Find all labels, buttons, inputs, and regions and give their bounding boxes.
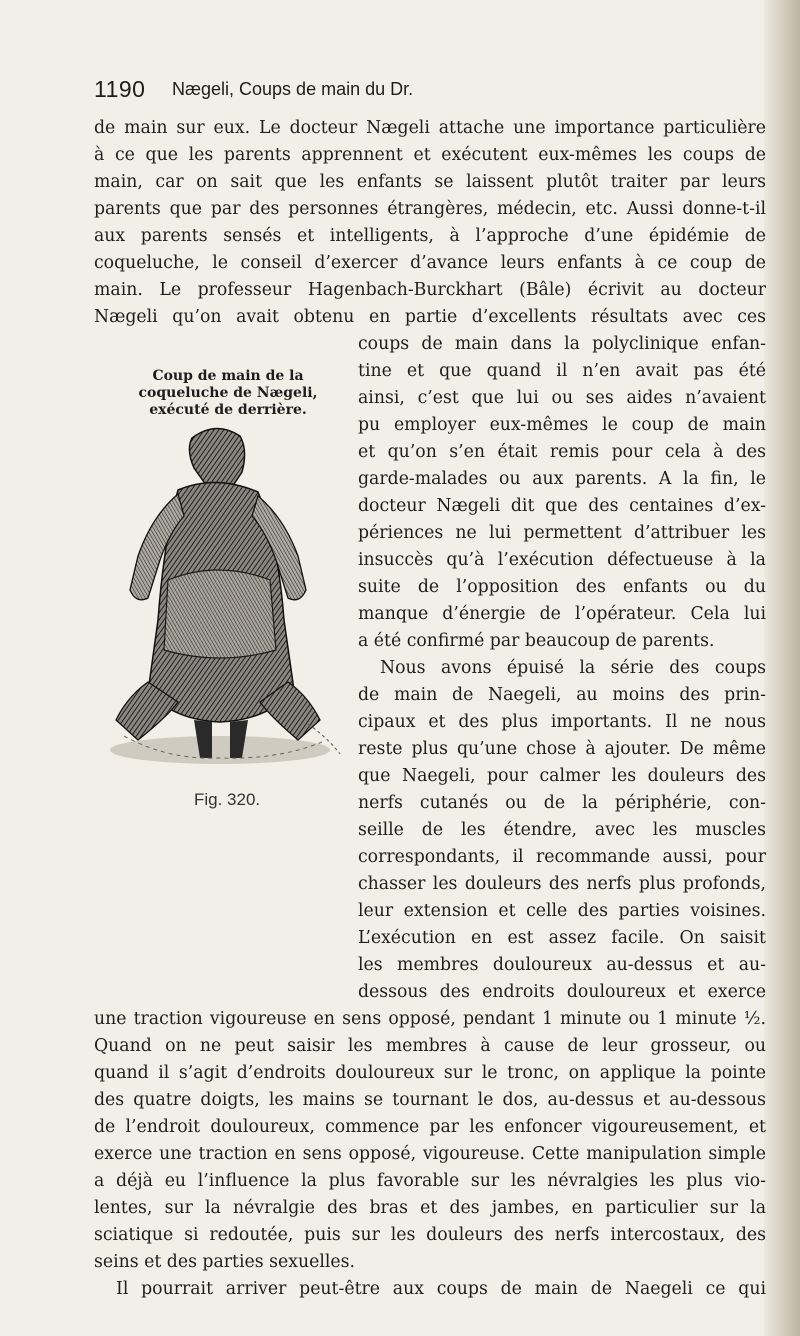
text-line: de l’endroit douloureux, commence par les enfoncer vigoureusement, et	[94, 1117, 766, 1137]
text-line: L’exécution en est assez facile. On saisit	[358, 928, 766, 948]
text-line: tine et que quand il n’en avait pas été	[358, 361, 766, 381]
text-line: de main sur eux. Le docteur Nægeli attache une importance particulière	[94, 118, 766, 138]
text-line: Il pourrait arriver peut-être aux coups de main de Naegeli ce qui	[116, 1279, 766, 1299]
text-line: a été confirmé par beaucoup de parents.	[358, 631, 715, 651]
text-line: main, car on sait que les enfants se laissent plutôt traiter par leurs	[94, 172, 766, 192]
text-line: à ce que les parents apprennent et exécutent eux-mêmes les coups de	[94, 145, 766, 165]
text-line: docteur Nægeli dit que des centaines d’ex-	[358, 496, 766, 516]
figure-caption-line: coqueluche de Nægeli,	[138, 385, 318, 401]
text-line: Nous avons épuisé la série des coups	[380, 658, 766, 678]
text-line: ainsi, c’est que lui ou ses aides n’avaient	[358, 388, 766, 408]
text-line: lentes, sur la névralgie des bras et des jambes, en particulier sur la	[94, 1198, 766, 1218]
page-header	[94, 76, 654, 110]
text-line: parents que par des personnes étrangères, médecin, etc. Aussi donne-t-il	[94, 199, 766, 219]
figure-caption	[104, 368, 352, 419]
text-line: et qu’on s’en était remis pour cela à des	[358, 442, 766, 462]
page-number: 1190	[94, 76, 146, 102]
text-line: nerfs cutanés ou de la périphérie, con-	[358, 793, 766, 813]
text-line: aux parents sensés et intelligents, à l’approche d’une épidémie de	[94, 226, 766, 246]
text-line: insuccès qu’à l’exécution défectueuse à la	[358, 550, 766, 570]
figure-caption-line: exécuté de derrière.	[149, 402, 307, 418]
text-line: cipaux et des plus importants. Il ne nous	[358, 712, 766, 732]
text-line: garde-malades ou aux parents. A la fin, le	[358, 469, 766, 489]
text-line: leur extension et celle des parties voisines.	[358, 901, 766, 921]
text-line: dessous des endroits douloureux et exerce	[358, 982, 766, 1002]
text-line: exerce une traction en sens opposé, vigoureuse. Cette manipulation simple	[94, 1144, 766, 1164]
text-line: a déjà eu l’influence la plus favorable sur les névralgies les plus vio-	[94, 1171, 766, 1191]
text-line: coups de main dans la polyclinique enfan-	[358, 334, 766, 354]
text-line: Quand on ne peut saisir les membres à cause de leur grosseur, ou	[94, 1036, 766, 1056]
text-line: que Naegeli, pour calmer les douleurs des	[358, 766, 766, 786]
text-line: quand il s’agit d’endroits douloureux sur le tronc, on applique la pointe	[94, 1063, 766, 1083]
text-line: coqueluche, le conseil d’exercer d’avance leurs enfants à ce coup de	[94, 253, 766, 273]
text-line: des quatre doigts, les mains se tournant le dos, au-dessus et au-dessous	[94, 1090, 766, 1110]
figure-label: Fig. 320.	[194, 790, 261, 809]
text-line: chasser les douleurs des nerfs plus profonds,	[358, 874, 766, 894]
text-line: seille de les étendre, avec les muscles	[358, 820, 766, 840]
figure-caption-line: Coup de main de la	[152, 368, 304, 384]
text-line: correspondants, il recommande aussi, pour	[358, 847, 766, 867]
text-line: de main de Naegeli, au moins des prin-	[358, 685, 766, 705]
text-line: une traction vigoureuse en sens opposé, pendant 1 minute ou 1 minute ½.	[94, 1009, 766, 1029]
text-line: reste plus qu’une chose à ajouter. De même	[358, 739, 766, 759]
engraving-standing-figure-illustration	[108, 420, 352, 780]
text-line: Nægeli qu’on avait obtenu en partie d’excellents résultats avec ces	[94, 307, 766, 327]
text-line: pu employer eux-mêmes le coup de main	[358, 415, 766, 435]
running-title: Nægeli, Coups de main du Dr.	[172, 79, 414, 99]
text-line: seins et des parties sexuelles.	[94, 1252, 355, 1272]
text-line: suite de l’opposition des enfants ou du	[358, 577, 766, 597]
text-line: sciatique si redoutée, puis sur les douleurs des nerfs intercostaux, des	[94, 1225, 766, 1245]
text-line: périences ne lui permettent d’attribuer les	[358, 523, 766, 543]
text-line: les membres douloureux au-dessus et au-	[358, 955, 766, 975]
text-line: manque d’énergie de l’opérateur. Cela lui	[358, 604, 766, 624]
text-line: main. Le professeur Hagenbach-Burckhart (Bâle) écrivit au docteur	[94, 280, 766, 300]
page-edge-shadow	[764, 0, 800, 1336]
